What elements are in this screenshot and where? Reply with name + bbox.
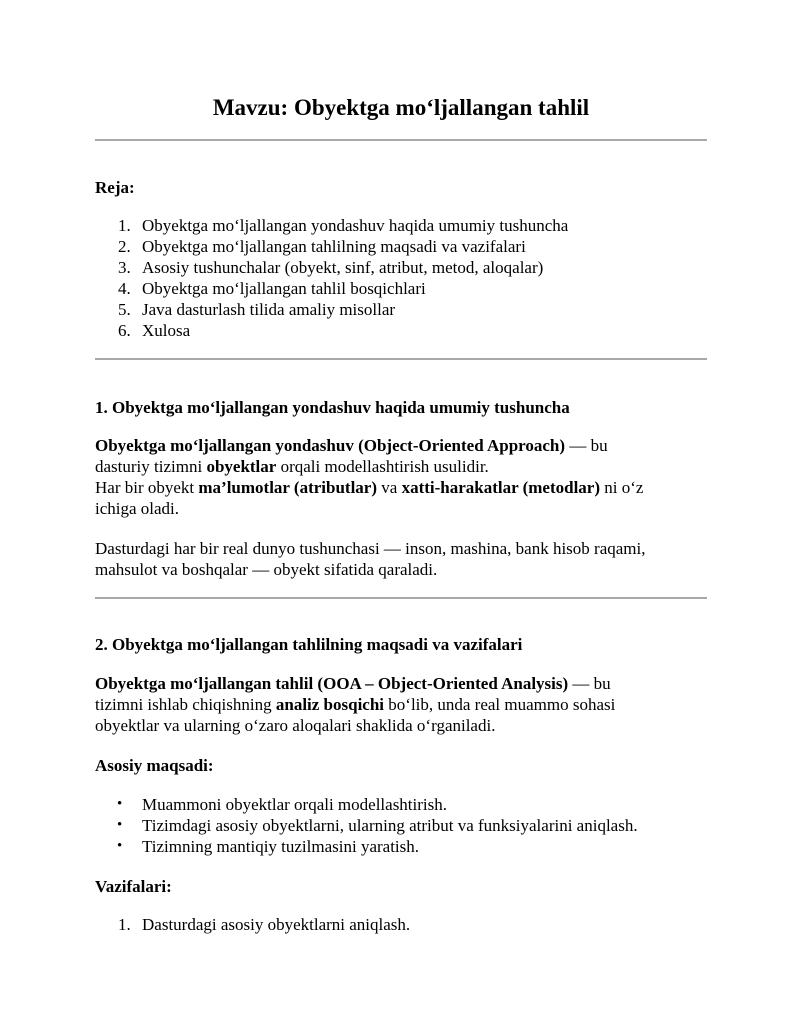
section-2-heading: 2. Obyektga mo‘ljallangan tahlilning maqsadi va vazifalari	[95, 635, 523, 654]
tasks-heading: Vazifalari:	[95, 877, 172, 896]
bold-term: Obyektga mo‘ljallangan yondashuv (Object-Oriented Approach)	[95, 436, 566, 455]
list-item	[95, 815, 638, 836]
list-text: Asosiy tushunchalar (obyekt, sinf, atribut, metod, aloqalar)	[142, 258, 544, 277]
divider	[95, 358, 707, 360]
list-item	[95, 215, 568, 236]
list-item	[95, 914, 410, 935]
plan-heading: Reja:	[95, 178, 135, 197]
bold-term: obyektlar	[206, 457, 277, 476]
list-item	[95, 236, 568, 257]
list-number: 1.	[118, 915, 131, 934]
list-text: Java dasturlash tilida amaliy misollar	[142, 300, 396, 319]
list-text: Muammoni obyektlar orqali modellashtirish.	[142, 795, 448, 814]
list-item	[95, 836, 638, 857]
list-item	[95, 320, 568, 341]
list-text: Obyektga mo‘ljallangan tahlil bosqichlari	[142, 279, 426, 298]
list-item	[95, 794, 638, 815]
list-number: 6.	[118, 321, 131, 340]
bold-term: xatti-harakatlar (metodlar)	[401, 478, 601, 497]
list-item	[95, 278, 568, 299]
list-text: Obyektga mo‘ljallangan yondashuv haqida umumiy tushuncha	[142, 216, 569, 235]
list-number: 1.	[118, 216, 131, 235]
tasks-list	[95, 914, 410, 935]
divider	[95, 139, 707, 141]
bold-term: Obyektga mo‘ljallangan tahlil (OOA – Object-Oriented Analysis)	[95, 674, 569, 693]
section-1-heading: 1. Obyektga mo‘ljallangan yondashuv haqida umumiy tushuncha	[95, 398, 570, 417]
list-text: Obyektga mo‘ljallangan tahlilning maqsadi va vazifalari	[142, 237, 526, 256]
list-number: 2.	[118, 237, 131, 256]
list-number: 4.	[118, 279, 131, 298]
bold-term: analiz bosqichi	[275, 695, 385, 714]
bullet-icon: •	[117, 838, 123, 854]
list-text: Dasturdagi asosiy obyektlarni aniqlash.	[142, 915, 411, 934]
bullet-icon: •	[117, 817, 123, 833]
bold-term: ma’lumotlar (atributlar)	[198, 478, 378, 497]
list-item	[95, 257, 568, 278]
section-1-paragraph-2: Dasturdagi har bir real dunyo tushunchasi — inson, mashina, bank hisob raqami, mahsulot va boshqalar — obyekt sifatida qaraladi.	[95, 539, 646, 579]
section-1-paragraph-1: Obyektga mo‘ljallangan yondashuv (Object-Oriented Approach) — bu dasturiy tizimni obyektlar orqali modellashtirish usulidir. Har bir obyekt ma’lumotlar (atributlar) va xatti-harakatlar (metodlar) ni o‘z ichiga oladi.	[95, 436, 644, 518]
list-text: Tizimning mantiqiy tuzilmasini yaratish.	[142, 837, 420, 856]
divider	[95, 597, 707, 599]
goals-heading: Asosiy maqsadi:	[95, 756, 214, 775]
list-number: 5.	[118, 300, 131, 319]
bullet-icon: •	[117, 796, 123, 812]
page-title: Mavzu: Obyektga mo‘ljallangan tahlil	[212, 95, 590, 120]
list-text: Tizimdagi asosiy obyektlarni, ularning atribut va funksiyalarini aniqlash.	[142, 816, 638, 835]
goals-list	[95, 794, 638, 857]
list-text: Xulosa	[142, 321, 191, 340]
section-2-paragraph-1: Obyektga mo‘ljallangan tahlil (OOA – Object-Oriented Analysis) — bu tizimni ishlab chiqishning analiz bosqichi bo‘lib, unda real muammo sohasi obyektlar va ularning o‘zaro aloqalari shaklida o‘rganiladi.	[95, 674, 616, 735]
list-item	[95, 299, 568, 320]
list-number: 3.	[118, 258, 131, 277]
plan-list	[95, 215, 568, 341]
